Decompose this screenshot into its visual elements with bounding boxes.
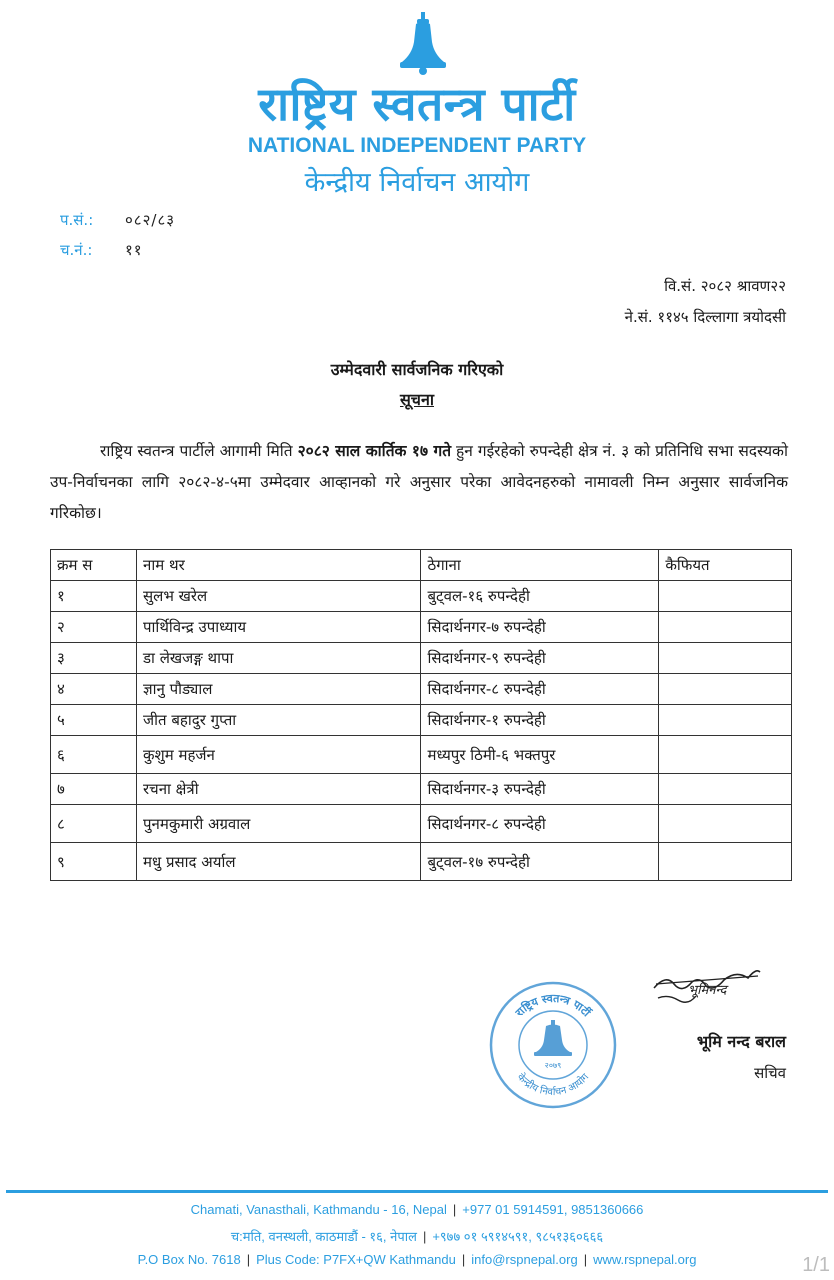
cell-serial: ७: [51, 774, 137, 805]
cell-serial: १: [51, 581, 137, 612]
footer-phone-en: +977 01 5914591, 9851360666: [462, 1202, 644, 1217]
party-name-english: NATIONAL INDEPENDENT PARTY: [247, 134, 587, 157]
cn-label: च.नं.:: [60, 241, 93, 259]
signature-text: भूमिनन्द: [688, 983, 727, 998]
table-row: [51, 612, 792, 643]
footer-separator: |: [461, 1252, 466, 1267]
cell-name: कुशुम महर्जन: [137, 736, 421, 774]
footer-email[interactable]: info@rspnepal.org: [471, 1252, 578, 1267]
cell-address: मध्यपुर ठिमी-६ भक्तपुर: [421, 736, 659, 774]
notice-title-text: सूचना: [399, 390, 434, 409]
table-row: [51, 843, 792, 881]
cell-name: डा लेखजङ्ग थापा: [137, 643, 421, 674]
cell-remarks: [659, 774, 792, 805]
footer-separator: |: [583, 1252, 588, 1267]
cell-remarks: [659, 805, 792, 843]
svg-text:केन्द्रीय निर्वाचन आयोग: [515, 1071, 592, 1098]
body-part-1: राष्ट्रिय स्वतन्त्र पार्टीले आगामी मिति: [100, 442, 298, 460]
body-part-2: हुन गईरहेको रुपन्देही क्षेत्र नं. ३ को प्रतिनिधि सभा सदस्यको उप-निर्वाचनका लागि २०८२-४-५मा उम्मेदवार आव्हानको गरे अनुसार परेका आवेदनहरुको नामावली निम्न अनुसार सार्वजनिक गरिकोछ।: [50, 442, 788, 522]
ps-value: ०८२/८३: [125, 211, 176, 229]
footer-line-1: [0, 1202, 834, 1217]
cell-serial: ५: [51, 705, 137, 736]
cell-address: सिदार्थनगर-८ रुपन्देही: [421, 674, 659, 705]
footer-separator: |: [246, 1252, 251, 1267]
cell-serial: ३: [51, 643, 137, 674]
cell-address: सिदार्थनगर-१ रुपन्देही: [421, 705, 659, 736]
table-row: [51, 674, 792, 705]
cell-name: मधु प्रसाद अर्याल: [137, 843, 421, 881]
cell-address: सिदार्थनगर-९ रुपन्देही: [421, 643, 659, 674]
table-row: [51, 705, 792, 736]
cell-name: पार्थिविन्द्र उपाध्याय: [137, 612, 421, 643]
notice-title: [0, 388, 834, 410]
footer-address-en: Chamati, Vanasthali, Kathmandu - 16, Nepal: [190, 1202, 447, 1217]
footer-phone-np: +९७७ ०१ ५९१४५९१, ९८५१३६०६६६: [432, 1229, 604, 1244]
cell-remarks: [659, 643, 792, 674]
cell-remarks: [659, 674, 792, 705]
cell-remarks: [659, 843, 792, 881]
seal-text-top: राष्ट्रिय स्वतन्त्र पार्टी: [513, 991, 593, 1020]
cn-value: ११: [125, 241, 143, 259]
footer-plus-code: Plus Code: P7FX+QW Kathmandu: [256, 1252, 456, 1267]
table-row: [51, 581, 792, 612]
candidate-table: [50, 549, 792, 881]
table-row: [51, 774, 792, 805]
cell-remarks: [659, 705, 792, 736]
cell-address: सिदार्थनगर-८ रुपन्देही: [421, 805, 659, 843]
cell-address: बुट्वल-१७ रुपन्देही: [421, 843, 659, 881]
header-name: नाम थर: [137, 550, 421, 581]
commission-name: केन्द्रीय निर्वाचन आयोग: [304, 167, 530, 198]
cell-serial: ९: [51, 843, 137, 881]
footer-separator: |: [422, 1229, 427, 1244]
cell-remarks: [659, 581, 792, 612]
body-bold-date: २०८२ साल कार्तिक १७ गते: [297, 442, 452, 460]
date-nepal-sambat: ने.सं. ११४५ दिल्लागा त्रयोदसी: [624, 308, 786, 326]
footer-address-np: च:मति, वनस्थली, काठमाडौं - १६, नेपाल: [230, 1229, 417, 1244]
cell-name: पुनमकुमारी अग्रवाल: [137, 805, 421, 843]
footer-separator: |: [452, 1202, 457, 1217]
signer-title: सचिव: [754, 1064, 786, 1082]
party-name-nepali: राष्ट्रिय स्वतन्त्र पार्टी: [258, 77, 576, 131]
bell-icon: [398, 12, 448, 76]
seal-year: २०७९: [544, 1061, 562, 1070]
cell-serial: २: [51, 612, 137, 643]
page-number: 1/1: [802, 1254, 830, 1276]
cell-address: सिदार्थनगर-७ रुपन्देही: [421, 612, 659, 643]
cell-address: सिदार्थनगर-३ रुपन्देही: [421, 774, 659, 805]
cell-name: रचना क्षेत्री: [137, 774, 421, 805]
header-address: ठेगाना: [421, 550, 659, 581]
svg-text:राष्ट्रिय स्वतन्त्र पार्टी: [512, 992, 594, 1020]
cell-address: बुट्वल-१६ रुपन्देही: [421, 581, 659, 612]
cell-name: जीत बहादुर गुप्ता: [137, 705, 421, 736]
seal-text-bottom: केन्द्रीय निर्वाचन आयोग: [514, 1071, 592, 1099]
seal-bell-icon: [534, 1020, 572, 1056]
cell-name: ज्ञानु पौड्याल: [137, 674, 421, 705]
cell-remarks: [659, 736, 792, 774]
body-paragraph: [50, 436, 788, 529]
ps-label: प.सं.:: [60, 211, 94, 229]
footer-line-3: [0, 1252, 834, 1267]
header-serial: क्रम स: [51, 550, 137, 581]
footer-website[interactable]: www.rspnepal.org: [593, 1252, 697, 1267]
table-header-row: [51, 550, 792, 581]
signature: [648, 964, 766, 1020]
table-row: [51, 736, 792, 774]
table-row: [51, 643, 792, 674]
table-row: [51, 805, 792, 843]
cell-name: सुलभ खरेल: [137, 581, 421, 612]
footer-line-2: [0, 1227, 834, 1245]
official-seal: [488, 980, 618, 1110]
date-bikram-sambat: वि.सं. २०८२ श्रावण२२: [664, 277, 786, 295]
cell-serial: ४: [51, 674, 137, 705]
cell-serial: ८: [51, 805, 137, 843]
cell-remarks: [659, 612, 792, 643]
signer-name: भूमि नन्द बराल: [696, 1032, 786, 1051]
subject-line: उम्मेदवारी सार्वजनिक गरिएको: [330, 360, 504, 379]
footer-pobox: P.O Box No. 7618: [137, 1252, 241, 1267]
header-remarks: कैफियत: [659, 550, 792, 581]
cell-serial: ६: [51, 736, 137, 774]
footer-divider: [6, 1190, 828, 1193]
